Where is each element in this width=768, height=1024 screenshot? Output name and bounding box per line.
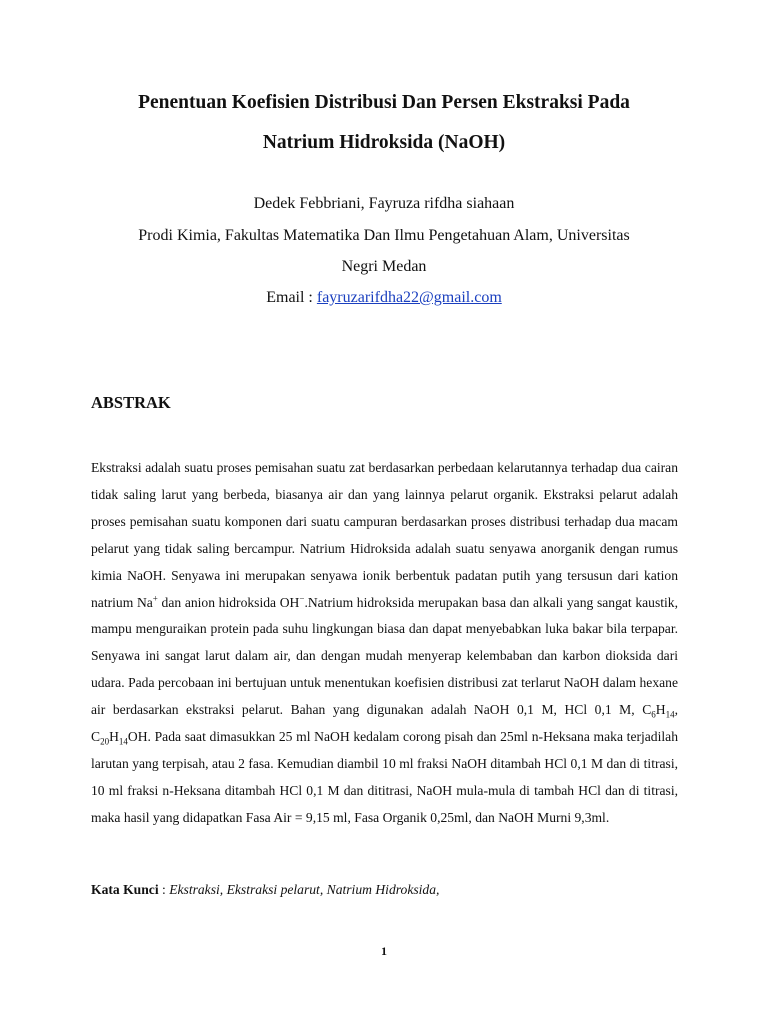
subscript-c6: 6 <box>651 709 656 720</box>
cation-charge: + <box>152 593 158 603</box>
email-link[interactable]: fayruzarifdha22@gmail.com <box>316 289 502 306</box>
abstract-text-3: .Natrium hidroksida merupakan basa dan alkali yang sangat kaustik, mampu menguraikan protein pada suhu lingkungan biasa dan dapat menyebabkan luka bakar bila terpapar. Senyawa ini sangat larut dalam air, dan dengan mudah menyerap kelembaban dan karbon dioksida dari udara. Pada percobaan ini bertujuan untuk menentukan koefisien distribusi zat terlarut NaOH dalam hexane air berdasarkan ekstraksi pelarut. Bahan yang digunakan adalah NaOH 0,1 M, HCl 0,1 M, C <box>91 594 678 718</box>
paper-title-line-1: Penentuan Koefisien Distribusi Dan Persen Ekstraksi Pada <box>138 92 630 113</box>
abstract-text-5: , C <box>91 702 678 745</box>
affiliation-line-1: Prodi Kimia, Fakultas Matematika Dan Ilmu Pengetahuan Alam, Universitas <box>138 227 630 244</box>
abstract-heading: ABSTRAK <box>91 393 171 412</box>
email-line <box>40 288 728 307</box>
keywords-label: Kata Kunci <box>91 882 159 897</box>
abstract-text-7: OH. Pada saat dimasukkan 25 ml NaOH kedalam corong pisah dan 25ml n-Heksana maka terjadilah larutan yang terpisah, atau 2 fasa. Kemudian diambil 10 ml fraksi NaOH ditambah HCl 0,1 M dan di titrasi, 10 ml fraksi n-Heksana ditambah HCl 0,1 M dan dititrasi, NaOH mula-mula di tambah HCl dan di titrasi, maka hasil yang didapatkan Fasa Air = 9,15 ml, Fasa Organik 0,25ml, dan NaOH Murni 9,3ml. <box>91 729 678 825</box>
abstract-text-6: H <box>109 729 119 745</box>
abstract-text-1: Ekstraksi adalah suatu proses pemisahan suatu zat berdasarkan perbedaan kelarutannya terhadap dua cairan tidak saling larut yang berbeda, biasanya air dan yang lainnya pelarut organik. Ekstraksi pelarut adalah proses pemisahan suatu komponen dari suatu campuran berdasarkan proses distribusi terhadap dua macam pelarut yang tidak saling bercampur. Natrium Hidroksida adalah suatu senyawa anorganik dengan rumus kimia NaOH. Senyawa ini merupakan senyawa ionik berbentuk padatan putih yang tersusun dari kation natrium Na <box>91 460 678 610</box>
keywords-line <box>91 882 439 898</box>
author-names: Dedek Febbriani, Fayruza rifdha siahaan <box>253 195 515 212</box>
keywords-separator: : <box>158 882 170 897</box>
subscript-h14-b: 14 <box>118 736 128 747</box>
abstract-body <box>91 455 678 832</box>
subscript-h14-a: 14 <box>665 709 675 720</box>
paper-title-line-2: Natrium Hidroksida (NaOH) <box>262 132 506 153</box>
abstract-text-4: H <box>655 702 666 718</box>
email-label: Email : <box>266 289 317 306</box>
abstract-text-2: dan anion hidroksida OH <box>157 594 300 610</box>
keywords-terms: Ekstraksi, Ekstraksi pelarut, Natrium Hidroksida, <box>169 882 440 897</box>
affiliation-line-2: Negri Medan <box>341 258 427 275</box>
page-number: 1 <box>381 944 387 958</box>
anion-charge: − <box>299 593 305 603</box>
subscript-c20: 20 <box>100 736 110 747</box>
